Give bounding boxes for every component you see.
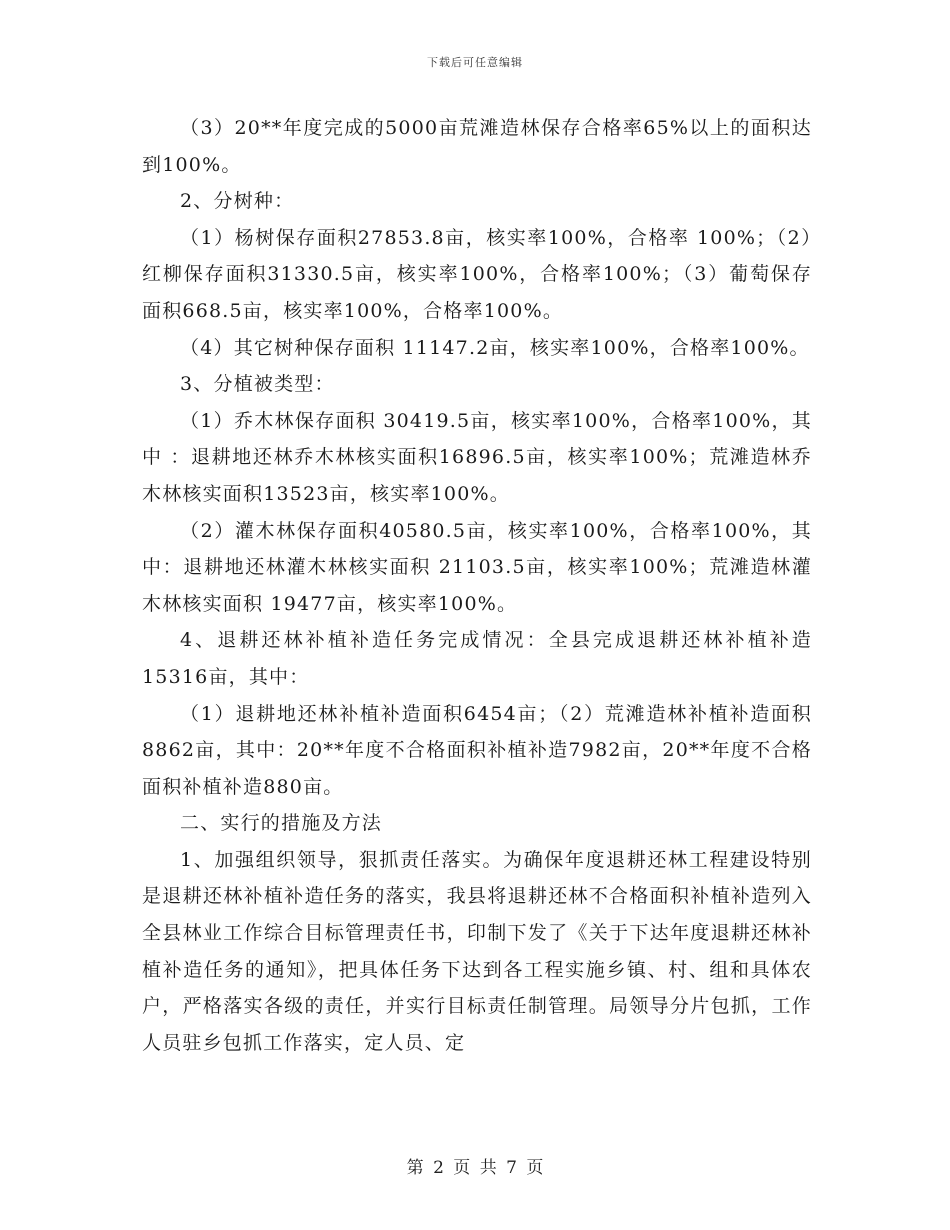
paragraph: （1）乔木林保存面积 30419.5亩，核实率100%，合格率100%，其中 ：退耕地还林乔木林核实面积16896.5亩，核实率100%；荒滩造林乔木林核实面积13523亩，核实率100%。 xyxy=(142,409,812,505)
paragraph: （1）退耕地还林补植补造面积6454亩；（2）荒滩造林补植补造面积8862亩，其中：20**年度不合格面积补植补造7982亩，20**年度不合格面积补植补造880亩。 xyxy=(142,702,812,798)
document-body xyxy=(142,110,812,1061)
paragraph: 1、加强组织领导，狠抓责任落实。为确保年度退耕还林工程建设特别是退耕还林补植补造任务的落实，我县将退耕还林不合格面积补植补造列入全县林业工作综合目标管理责任书，印制下发了《关于下达年度退耕还林补植补造任务的通知》，把具体任务下达到各工程实施乡镇、村、组和具体农户，严格落实各级的责任，并实行目标责任制管理。局领导分片包抓，工作人员驻乡包抓工作落实，定人员、定 xyxy=(142,848,812,1054)
page-footer: 第 2 页 共 7 页 xyxy=(406,1158,544,1178)
page-header: 下载后可任意编辑 xyxy=(427,56,523,69)
paragraph: （3）20**年度完成的5000亩荒滩造林保存合格率65%以上的面积达到100%。 xyxy=(142,117,812,176)
paragraph: （4）其它树种保存面积 11147.2亩，核实率100%，合格率100%。 xyxy=(180,336,810,359)
section-heading: 3、分植被类型： xyxy=(180,373,335,396)
paragraph: 4、退耕还林补植补造任务完成情况：全县完成退耕还林补植补造15316亩，其中： xyxy=(142,629,812,688)
section-heading: 二、实行的措施及方法 xyxy=(180,812,383,835)
section-heading: 2、分树种： xyxy=(180,190,295,213)
paragraph: （2）灌木林保存面积40580.5亩，核实率100%，合格率100%，其中：退耕地还林灌木林核实面积 21103.5亩，核实率100%；荒滩造林灌木林核实面积 19477亩，核实率100%。 xyxy=(142,519,812,615)
paragraph: （1）杨树保存面积27853.8亩，核实率100%，合格率 100%；（2）红柳保存面积31330.5亩，核实率100%，合格率100%；（3）葡萄保存面积668.5亩，核实率100%，合格率100%。 xyxy=(142,226,812,322)
